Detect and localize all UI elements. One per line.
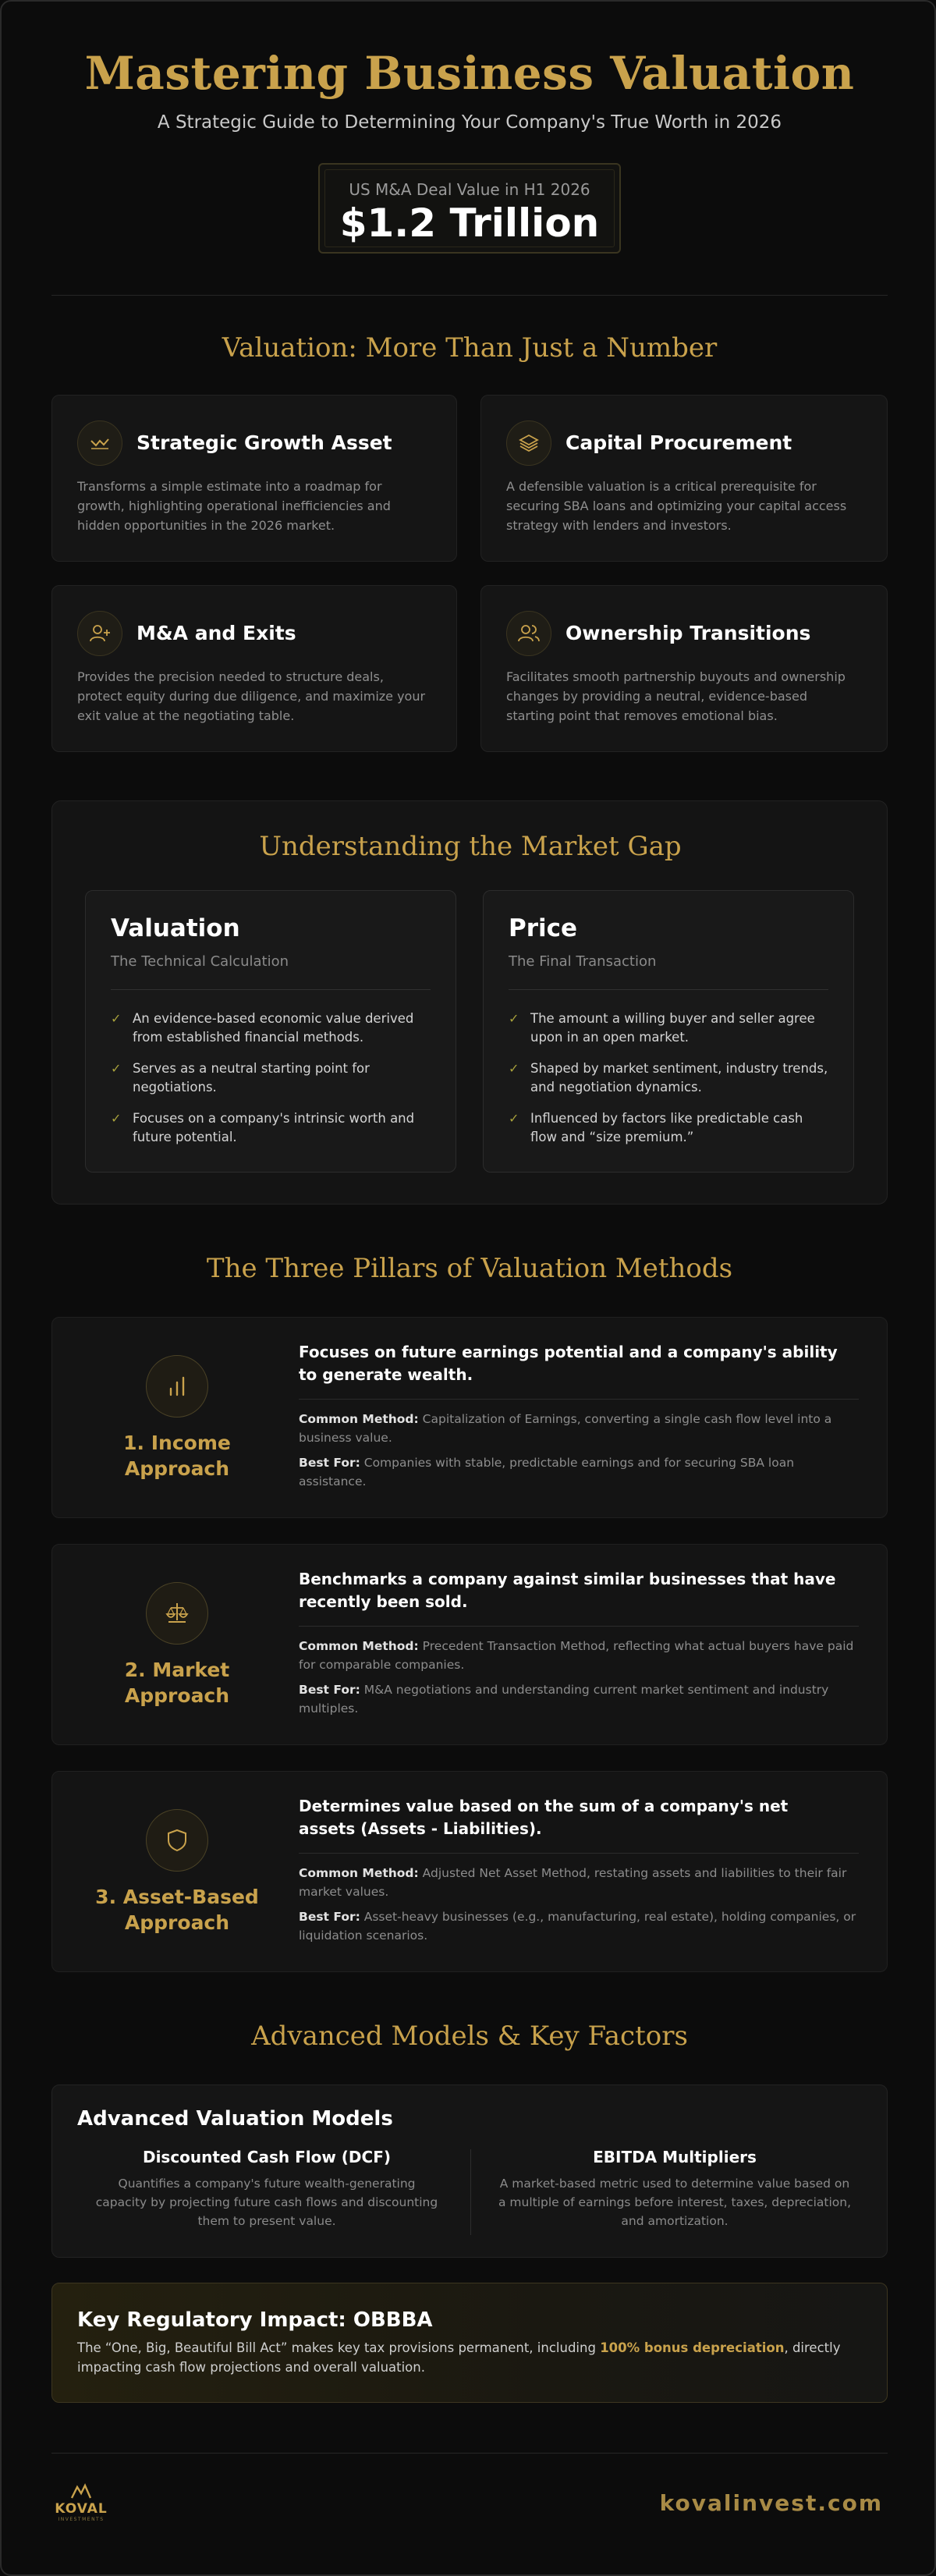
regulatory-impact-card [51, 2283, 888, 2403]
pillar-market [51, 1544, 888, 1745]
feature-card-text: Transforms a simple estimate into a roadmap for growth, highlighting operational inefficiencies and hidden opportunities in the 2026 market. [77, 479, 391, 533]
feature-card-mna [51, 585, 457, 752]
check-icon: ✓ [509, 1061, 519, 1076]
logo-subtext: INVESTMENTS [58, 2517, 105, 2522]
pillar-common-method: Common Method: Capitalization of Earnings, converting a single cash flow level into a business value. [299, 1412, 832, 1445]
stat-value: $1.2 Trillion [339, 200, 600, 246]
feature-card-ownership [480, 585, 888, 752]
pillar-lead: Benchmarks a company against similar businesses that have recently been sold. [299, 1570, 836, 1611]
pillar-best-for: Best For: Companies with stable, predictable earnings and for securing SBA loan assistance. [299, 1456, 795, 1488]
stat-box [318, 163, 621, 254]
valuation-item: ✓ Focuses on a company's intrinsic worth and future potential. [111, 1111, 415, 1144]
price-item: ✓ The amount a willing buyer and seller agree upon in an open market. [509, 1011, 815, 1045]
section-title-pillars: The Three Pillars of Valuation Methods [206, 1253, 733, 1284]
pillar-asset-based [51, 1771, 888, 1972]
pillar-divider [299, 1853, 859, 1854]
ebitda-column [495, 2148, 854, 2230]
page-title: Mastering Business Valuation [84, 47, 855, 100]
pillar-divider [299, 1626, 859, 1627]
feature-card-capital [480, 395, 888, 562]
pillar-common-method: Common Method: Adjusted Net Asset Method, restating assets and liabilities to their fair market values. [299, 1866, 847, 1899]
pillar-name: 2. Market Approach [124, 1659, 230, 1707]
regulatory-title: Key Regulatory Impact: OBBBA [77, 2308, 433, 2332]
dcf-text: Quantifies a company's future wealth-generating capacity by projecting future cash flows and discounting them to present value. [95, 2177, 438, 2228]
scale-icon [146, 1582, 208, 1645]
users-icon [506, 611, 551, 656]
pillar-name: 3. Asset-Based Approach [95, 1886, 259, 1934]
dcf-title: Discounted Cash Flow (DCF) [142, 2148, 392, 2166]
check-icon: ✓ [509, 1111, 519, 1126]
advanced-models-card [51, 2085, 888, 2258]
valuation-item: ✓ Serves as a neutral starting point for negotiations. [111, 1061, 370, 1095]
valuation-subheading: The Technical Calculation [111, 953, 289, 970]
feature-card-title: Capital Procurement [566, 431, 792, 454]
valuation-divider [111, 989, 431, 990]
advanced-models-title: Advanced Valuation Models [77, 2107, 393, 2131]
check-icon: ✓ [509, 1011, 519, 1026]
stat-label: US M&A Deal Value in H1 2026 [349, 180, 590, 199]
trend-chart-icon [77, 420, 122, 466]
price-item: ✓ Shaped by market sentiment, industry trends, and negotiation dynamics. [509, 1061, 828, 1095]
feature-card-text: Provides the precision needed to structure deals, protect equity during due diligence, and maximize your exit value at the negotiating table. [77, 669, 426, 723]
models-divider [470, 2149, 471, 2235]
check-icon: ✓ [111, 1011, 122, 1026]
user-plus-icon [77, 611, 122, 656]
ebitda-text: A market-based metric used to determine value based on a multiple of earnings before interest, taxes, depreciation, and amortization. [498, 2177, 852, 2228]
header-divider [51, 295, 888, 296]
feature-card-title: Strategic Growth Asset [136, 431, 392, 454]
logo-word: KOVAL [55, 2501, 108, 2517]
regulatory-text: The “One, Big, Beautiful Bill Act” makes key tax provisions permanent, including 100% bonus depreciation, directly impacting cash flow projections and overall valuation. [77, 2340, 841, 2375]
website-link[interactable]: kovalinvest.com [659, 2490, 883, 2516]
pillar-name: 1. Income Approach [123, 1432, 231, 1480]
price-card [483, 890, 854, 1173]
feature-card-growth [51, 395, 457, 562]
feature-card-text: A defensible valuation is a critical prerequisite for securing SBA loans and optimizing your capital access strategy with lenders and investors. [506, 479, 847, 533]
layers-icon [506, 420, 551, 466]
pillar-common-method: Common Method: Precedent Transaction Method, reflecting what actual buyers have paid for comparable companies. [299, 1639, 854, 1672]
price-heading: Price [509, 914, 578, 942]
shield-icon [146, 1809, 208, 1872]
feature-card-title: Ownership Transitions [566, 622, 811, 644]
price-item: ✓ Influenced by factors like predictable cash flow and “size premium.” [509, 1111, 803, 1144]
koval-logo [53, 2482, 109, 2526]
check-icon: ✓ [111, 1061, 122, 1076]
dcf-column [91, 2148, 442, 2230]
check-icon: ✓ [111, 1111, 122, 1126]
page-subtitle: A Strategic Guide to Determining Your Company's True Worth in 2026 [157, 112, 782, 133]
logo-mark-icon [69, 2482, 93, 2500]
pillar-best-for: Best For: M&A negotiations and understanding current market sentiment and industry multiples. [299, 1683, 829, 1716]
section-title-valuation: Valuation: More Than Just a Number [222, 332, 718, 364]
pillar-best-for: Best For: Asset-heavy businesses (e.g., manufacturing, real estate), holding companies, or liquidation scenarios. [299, 1910, 856, 1943]
market-gap-panel [51, 800, 888, 1205]
pillar-lead: Focuses on future earnings potential and a company's ability to generate wealth. [299, 1343, 838, 1384]
feature-card-title: M&A and Exits [136, 622, 296, 644]
pillar-income [51, 1317, 888, 1518]
footer-divider [51, 2453, 888, 2454]
valuation-card [85, 890, 456, 1173]
ebitda-title: EBITDA Multipliers [593, 2148, 757, 2166]
feature-card-text: Facilitates smooth partnership buyouts and ownership changes by providing a neutral, evidence-based starting point that removes emotional bias. [506, 669, 846, 723]
price-divider [509, 989, 828, 990]
pillar-divider [299, 1399, 859, 1400]
pillar-lead: Determines value based on the sum of a company's net assets (Assets - Liabilities). [299, 1797, 789, 1838]
section-title-market-gap: Understanding the Market Gap [259, 831, 682, 862]
valuation-heading: Valuation [111, 914, 240, 942]
section-title-advanced: Advanced Models & Key Factors [251, 2021, 688, 2052]
price-subheading: The Final Transaction [509, 953, 657, 970]
bar-chart-icon [146, 1355, 208, 1418]
valuation-item: ✓ An evidence-based economic value derived from established financial methods. [111, 1011, 414, 1045]
regulatory-highlight: 100% bonus depreciation [600, 2340, 785, 2355]
